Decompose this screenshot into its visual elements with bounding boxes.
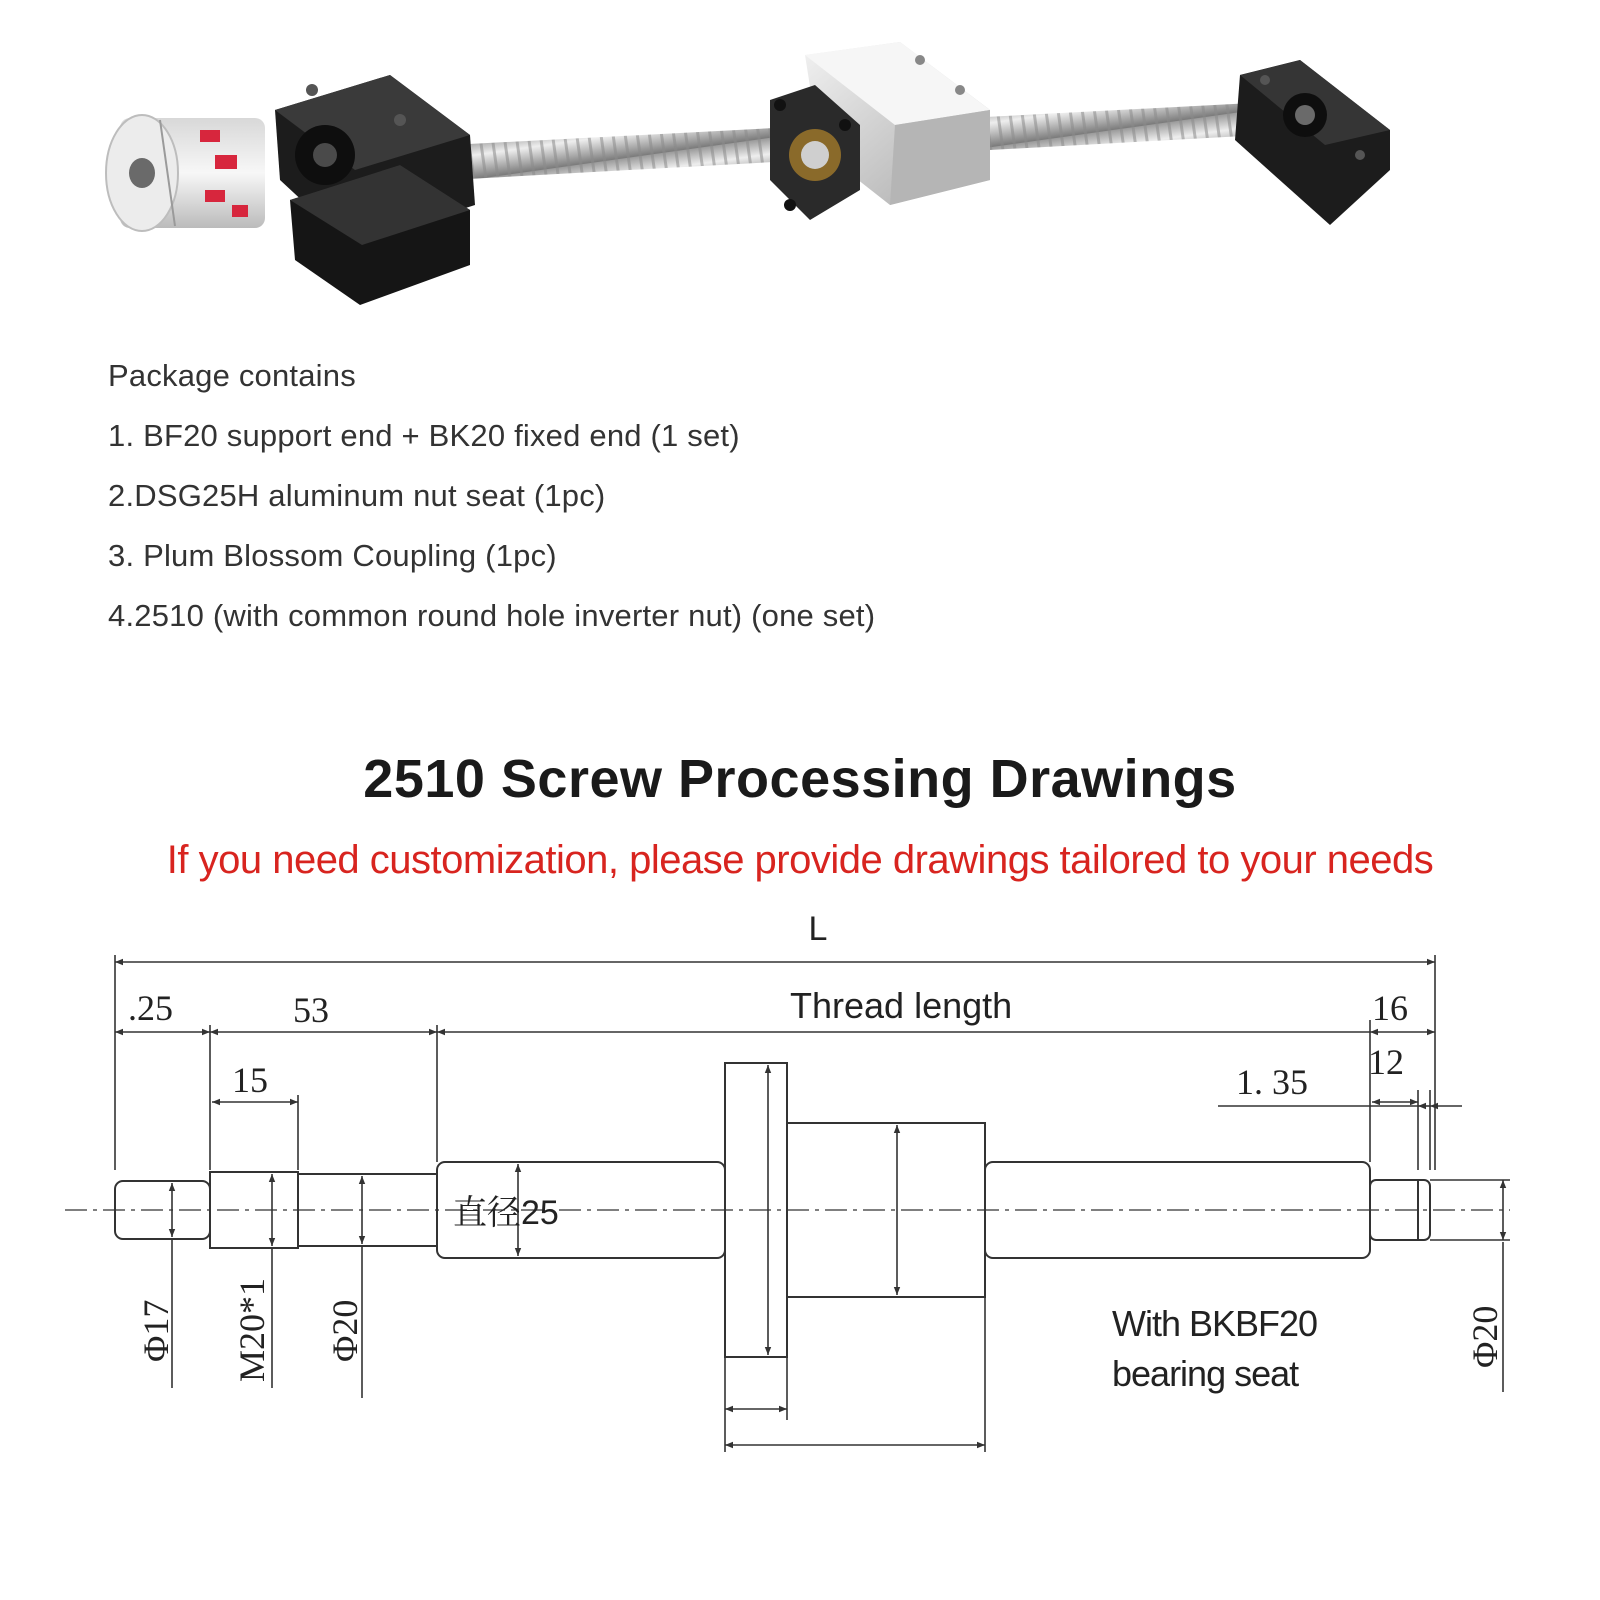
bearing-note-line2: bearing seat (1112, 1353, 1299, 1394)
plum-blossom-coupling (106, 115, 265, 231)
screw-processing-drawing (0, 900, 1600, 1460)
bearing-note-line1: With BKBF20 (1112, 1303, 1318, 1344)
diameter-25-label: 直径25 (453, 1194, 559, 1232)
package-item: 1. BF20 support end + BK20 fixed end (1 set) (108, 418, 740, 453)
m20-thread-label: M20*1 (232, 1277, 272, 1382)
package-contents (108, 360, 875, 660)
dim-16: 16 (1372, 988, 1408, 1028)
dim-25: .25 (128, 988, 173, 1028)
drawing-title: 2510 Screw Processing Drawings (363, 749, 1237, 809)
package-item: 4.2510 (with common round hole inverter nut) (one set) (108, 598, 876, 633)
bk20-fixed-end (275, 75, 475, 305)
dim-12: 12 (1368, 1042, 1404, 1082)
package-title: Package contains (108, 358, 356, 393)
thread-length-label: Thread length (790, 985, 1013, 1026)
package-item: 3. Plum Blossom Coupling (1pc) (108, 538, 557, 573)
dsg25h-nut-seat (770, 42, 990, 220)
phi17-label: Φ17 (136, 1299, 176, 1362)
bf20-support-end (1235, 60, 1390, 225)
dim-53: 53 (293, 990, 329, 1030)
phi20-left-label: Φ20 (325, 1299, 365, 1362)
phi20-right-label: Φ20 (1465, 1305, 1505, 1368)
dim-15: 15 (232, 1060, 268, 1100)
product-photo (100, 30, 1440, 330)
dim-overall-length: L (808, 910, 828, 948)
package-item: 2.DSG25H aluminum nut seat (1pc) (108, 478, 606, 513)
dim-1-35: 1. 35 (1236, 1062, 1308, 1102)
customization-note: If you need customization, please provide drawings tailored to your needs (166, 838, 1434, 882)
